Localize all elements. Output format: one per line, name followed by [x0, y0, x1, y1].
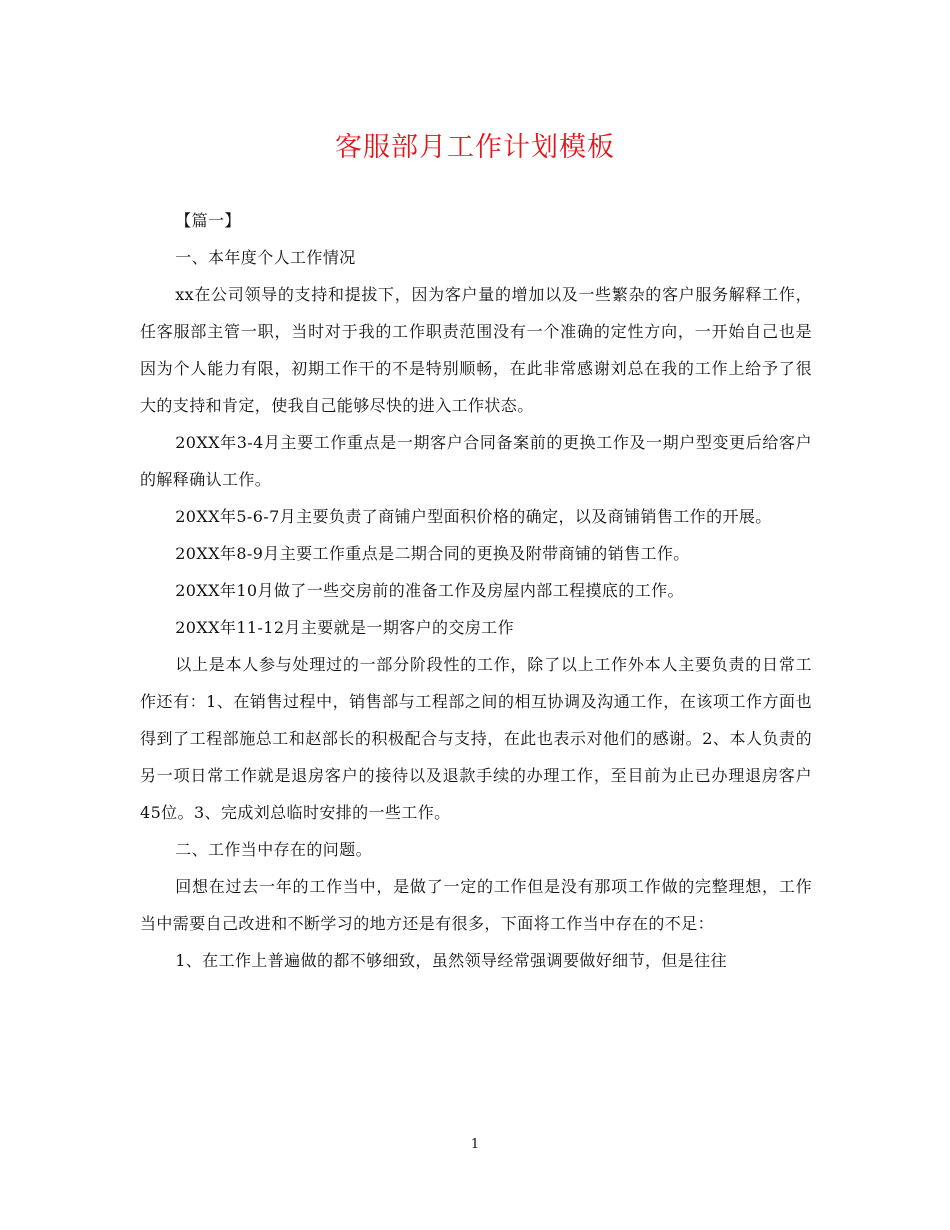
body-paragraph: 20XX年10月做了一些交房前的准备工作及房屋内部工程摸底的工作。 — [175, 581, 684, 600]
document-title: 客服部月工作计划模板 — [335, 132, 615, 163]
section-marker: 【篇一】 — [175, 211, 241, 230]
body-paragraph: 20XX年3-4月主要工作重点是一期客户合同备案前的更换工作及一期户型变更后给客户的解释确认工作。 — [140, 433, 812, 489]
body-paragraph: 以上是本人参与处理过的一部分阶段性的工作，除了以上工作外本人主要负责的日常工作还有：1、在销售过程中，销售部与工程部之间的相互协调及沟通工作，在该项工作方面也得到了工程部施总工和赵部长的积极配合与支持，在此也表示对他们的感谢。2、本人负责的另一项日常工作就是退房客户的接待以及退款手续的办理工作，至目前为止已办理退房客户45位。3、完成刘总临时安排的一些工作。 — [140, 655, 812, 822]
page-number: 1 — [470, 1137, 480, 1152]
body-paragraph: xx在公司领导的支持和提拔下，因为客户量的增加以及一些繁杂的客户服务解释工作，任客服部主管一职，当时对于我的工作职责范围没有一个准确的定性方向，一开始自己也是因为个人能力有限，初期工作干的不是特别顺畅，在此非常感谢刘总在我的工作上给予了很大的支持和肯定，使我自己能够尽快的进入工作状态。 — [140, 285, 812, 415]
section-heading: 一、本年度个人工作情况 — [175, 248, 356, 267]
body-paragraph: 20XX年8-9月主要工作重点是二期合同的更换及附带商铺的销售工作。 — [175, 544, 690, 563]
body-paragraph: 1、在工作上普遍做的都不够细致，虽然领导经常强调要做好细节，但是往往 — [175, 951, 727, 970]
body-paragraph: 20XX年5-6-7月主要负责了商铺户型面积价格的确定，以及商铺销售工作的开展。 — [175, 507, 772, 526]
document-body — [140, 202, 812, 979]
section-heading: 二、工作当中存在的问题。 — [175, 840, 372, 859]
body-paragraph: 20XX年11-12月主要就是一期客户的交房工作 — [175, 618, 515, 637]
body-paragraph: 回想在过去一年的工作当中，是做了一定的工作但是没有那项工作做的完整理想，工作当中需要自己改进和不断学习的地方还是有很多，下面将工作当中存在的不足： — [140, 877, 812, 933]
